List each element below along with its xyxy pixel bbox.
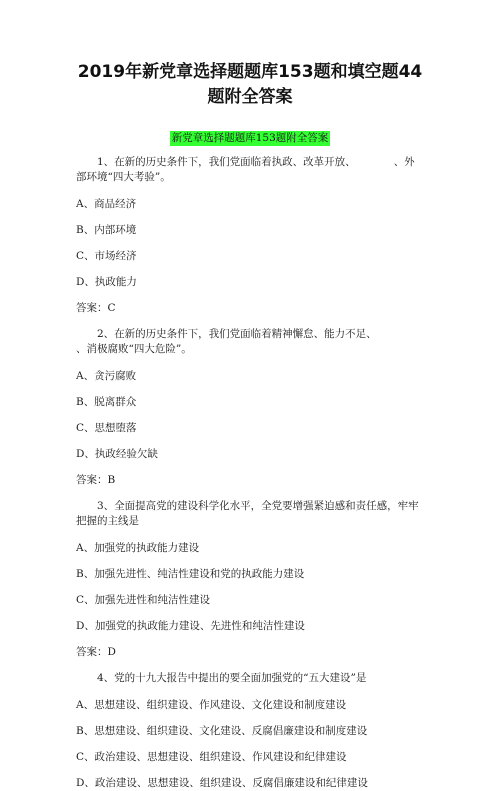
option-b: B、加强先进性、纯洁性建设和党的执政能力建设 [76, 568, 305, 580]
question-4 [76, 671, 424, 791]
question-1 [76, 155, 424, 316]
answer-line: 答案：B [76, 474, 116, 486]
option-d: D、执政经验欠缺 [76, 448, 158, 460]
question-2 [76, 327, 424, 488]
question-text: 2、在新的历史条件下，我们党面临着精神懈怠、能力不足、、消极腐败“四大危险”。 [76, 328, 377, 355]
option-d: D、执政能力 [76, 276, 137, 288]
section-banner: 新党章选择题题库153题附全答案 [171, 132, 329, 144]
question-text: 4、党的十九大报告中提出的要全面加强党的“五大建设”是 [97, 672, 367, 684]
option-b: B、思想建设、组织建设、文化建设、反腐倡廉建设和制度建设 [76, 725, 368, 737]
option-a: A、贪污腐败 [76, 370, 137, 382]
option-c: C、政治建设、思想建设、组织建设、作风建设和纪律建设 [76, 751, 347, 763]
document-title: 2019年新党章选择题题库153题和填空题44题附全答案 [77, 62, 423, 107]
answer-line: 答案：D [76, 646, 116, 658]
option-c: C、思想堕落 [76, 422, 137, 434]
option-a: A、商品经济 [76, 198, 137, 210]
question-text: 1、在新的历史条件下，我们党面临着执政、改革开放、 、外部环境“四大考验”。 [76, 156, 415, 183]
option-c: C、市场经济 [76, 250, 137, 262]
option-b: B、脱离群众 [76, 396, 137, 408]
option-c: C、加强先进性和纯洁性建设 [76, 594, 211, 606]
option-d: D、加强党的执政能力建设、先进性和纯洁性建设 [76, 620, 305, 632]
question-3 [76, 499, 424, 660]
option-d: D、政治建设、思想建设、组织建设、反腐倡廉建设和纪律建设 [76, 777, 368, 789]
option-a: A、加强党的执政能力建设 [76, 542, 200, 554]
option-b: B、内部环境 [76, 224, 137, 236]
answer-line: 答案：C [76, 302, 116, 314]
option-a: A、思想建设、组织建设、作风建设、文化建设和制度建设 [76, 699, 347, 711]
question-text: 3、全面提高党的建设科学化水平，全党要增强紧迫感和责任感，牢牢把握的主线是 [76, 500, 419, 527]
section-banner-wrap [76, 126, 424, 146]
